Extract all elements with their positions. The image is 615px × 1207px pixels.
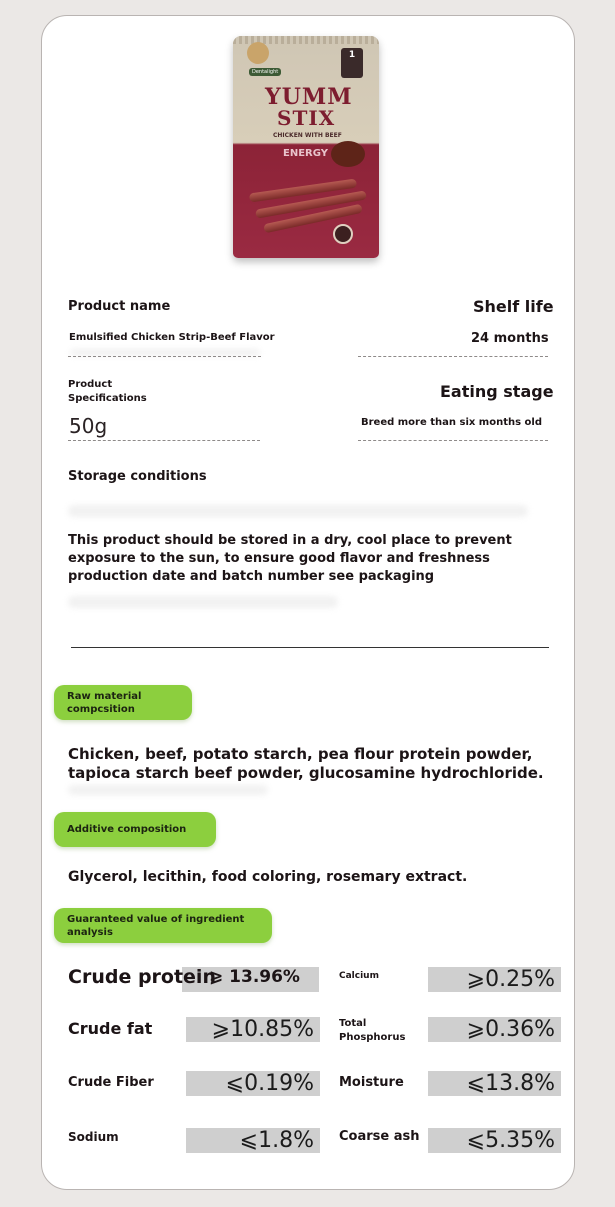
coarse-ash-label: Coarse ash (339, 1129, 420, 1144)
divider (68, 440, 260, 441)
eating-stage-label: Eating stage (440, 382, 554, 401)
section-divider (71, 647, 549, 648)
coarse-ash-value: ⩽5.35% (428, 1128, 561, 1153)
crude-protein-value: ⩾ 13.96% (209, 967, 300, 987)
package-brand: Dentalight (249, 68, 281, 76)
crude-fat-value: ⩾10.85% (186, 1017, 320, 1042)
moisture-value: ⩽13.8% (428, 1071, 561, 1096)
calcium-label: Calcium (339, 971, 379, 981)
crude-fat-label: Crude fat (68, 1019, 153, 1038)
phosphorus-value: ⩾0.36% (428, 1017, 561, 1042)
additive-pill-label: Additive composition (67, 824, 187, 835)
spec-label-line1: Product (68, 379, 113, 390)
phosphorus-label-line2: Phosphorus (339, 1032, 406, 1043)
analysis-pill-line2: analysis (67, 926, 113, 938)
product-info-card (41, 15, 575, 1190)
package-energy: ENERGY (283, 148, 328, 159)
storage-text-line1: This product should be stored in a dry, cool place to prevent (68, 533, 512, 548)
divider (68, 356, 261, 357)
spec-label-line2: Specifications (68, 393, 147, 404)
faded-text (68, 505, 528, 517)
raw-material-pill-line2: compcsition (67, 703, 135, 715)
sodium-label: Sodium (68, 1130, 119, 1144)
sodium-value: ⩽1.8% (186, 1128, 320, 1153)
product-package-image (233, 36, 379, 258)
calcium-value: ⩾0.25% (428, 967, 561, 992)
additive-pill (54, 812, 216, 847)
storage-text-line2: exposure to the sun, to ensure good flavor and freshness (68, 551, 490, 566)
dog-icon (247, 42, 269, 64)
raw-material-text-line1: Chicken, beef, potato starch, pea flour protein powder, (68, 745, 533, 763)
storage-text-line3: production date and batch number see packaging (68, 569, 435, 584)
package-logo-line1: YUMM (265, 84, 353, 110)
crude-protein-label: Crude protein (68, 966, 216, 988)
raw-material-text-line2: tapioca starch beef powder, glucosamine hydrochloride. (68, 764, 544, 782)
spec-value: 50g (69, 414, 108, 438)
divider (358, 356, 548, 357)
phosphorus-label-line1: Total (339, 1018, 367, 1029)
additive-text: Glycerol, lecithin, food coloring, rosemary extract. (68, 869, 468, 885)
package-seal-icon (333, 224, 353, 244)
crude-fiber-value: ⩽0.19% (186, 1071, 320, 1096)
package-subtitle: CHICKEN WITH BEEF (273, 132, 342, 139)
shelf-life-label: Shelf life (473, 297, 554, 316)
shelf-life-value: 24 months (471, 331, 549, 346)
meat-illustration (331, 141, 365, 167)
raw-material-pill (54, 685, 192, 720)
raw-material-pill-line1: Raw material (67, 690, 142, 702)
eating-stage-value: Breed more than six months old (361, 417, 543, 428)
storage-label: Storage conditions (68, 469, 207, 484)
package-badge: 1 (341, 48, 363, 78)
product-name-label: Product name (68, 299, 171, 314)
faded-text (70, 349, 260, 356)
divider (358, 440, 548, 441)
analysis-pill-line1: Guaranteed value of ingredient (67, 913, 245, 925)
crude-fiber-label: Crude Fiber (68, 1075, 154, 1090)
analysis-pill (54, 908, 272, 943)
faded-text (68, 785, 268, 795)
faded-text (68, 596, 338, 608)
product-name-value: Emulsified Chicken Strip-Beef Flavor (69, 332, 275, 343)
package-logo-line2: STIX (277, 106, 336, 130)
moisture-label: Moisture (339, 1075, 404, 1090)
